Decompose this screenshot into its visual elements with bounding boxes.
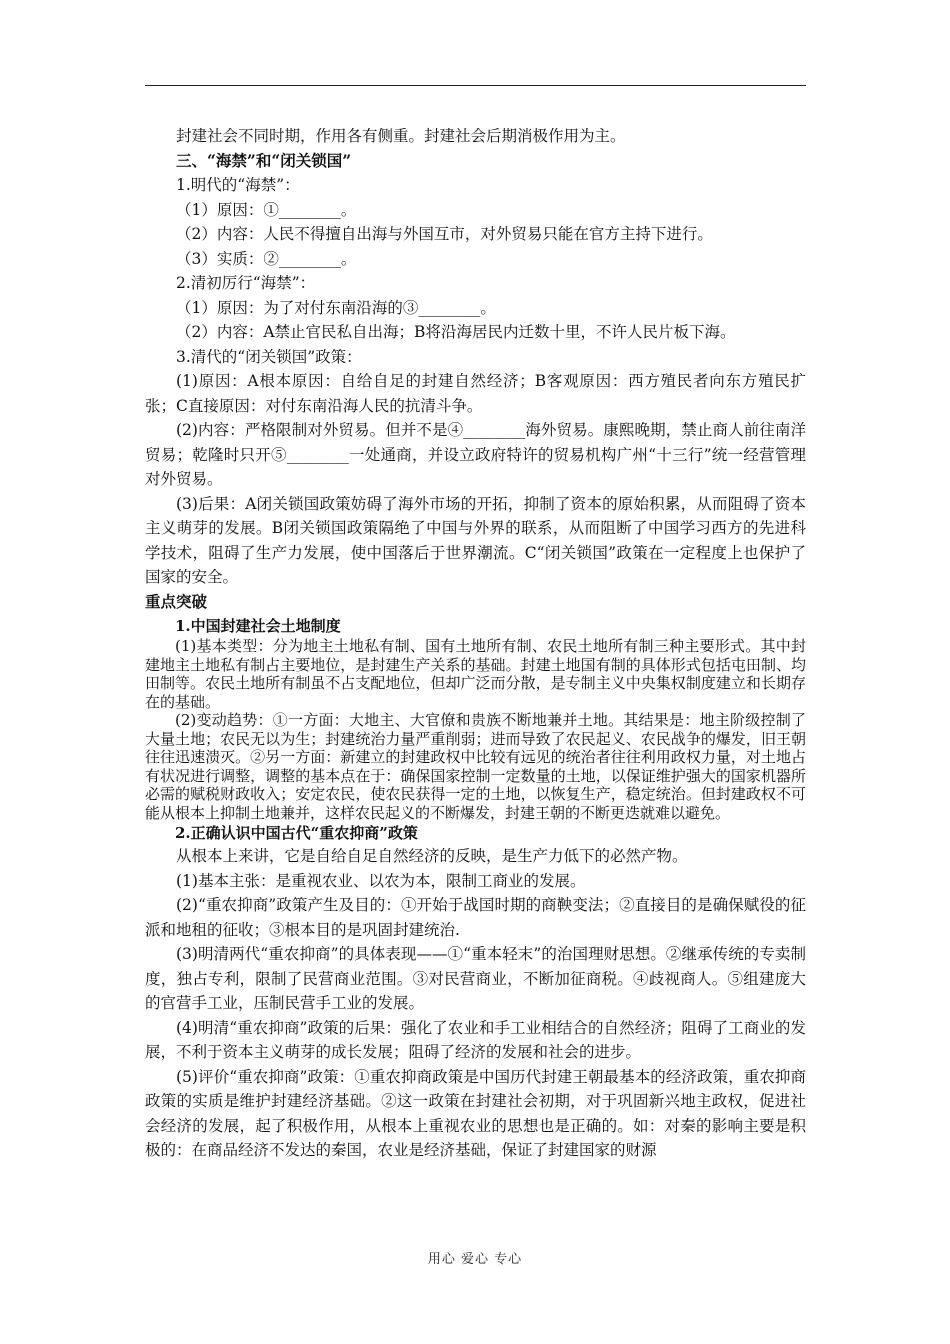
item-ming-content: （2）内容：人民不得擅自出海与外国互市，对外贸易只能在官方主持下进行。 xyxy=(176,225,713,243)
paragraph-intro: 封建社会不同时期，作用各有侧重。封建社会后期消极作用为主。 xyxy=(176,127,626,145)
item-qing-haijin: 2.清初厉行“海禁”： xyxy=(176,274,316,292)
subheading-land-system: 1.中国封建社会土地制度 xyxy=(175,617,341,635)
item-biguan-reason: (1)原因：A根本原因：自给自足的封建自然经济；B客观原因：西方殖民者向东方殖民扩张；C直接原因：对付东南沿海人民的抗清斗争。 xyxy=(145,372,806,415)
paragraph-agri-evaluation: (5)评价“重农抑商”政策：①重农抑商政策是中国历代封建王朝最基本的经济政策，重农抑商政策的实质是维护封建经济基础。②这一政策在封建社会初期，对于巩固新兴地主政权，促进社会经济的发展，起了积极作用，从根本上重视农业的思想也是正确的。如：对秦的影响主要是积极的：在商品经济不发达的秦国，农业是经济基础，保证了封建国家的财源 xyxy=(145,1067,806,1159)
item-biguan-content: (2)内容：严格限制对外贸易。但并不是④________海外贸易。康熙晚期，禁止商人前往南洋贸易；乾隆时只开⑤________一处通商，并设立政府特许的贸易机构广州“十三行”统一经营管理对外贸易。 xyxy=(145,421,806,488)
subheading-agri-policy: 2.正确认识中国古代“重农抑商”政策 xyxy=(175,824,418,842)
key-points-section xyxy=(145,615,806,844)
item-qing-content: （2）内容：A禁止官民私自出海；B将沿海居民内迁数十里，不许人民片板下海。 xyxy=(176,323,736,341)
paragraph-land-trend: (2)变动趋势：①一方面：大地主、大官僚和贵族不断地兼并土地。其结果是：地主阶级控制了大量土地；农民无以为生；封建统治力量严重削弱；进而导致了农民起义、农民战争的爆发，旧王朝往往迅速溃灭。②另一方面：新建立的封建政权中比较有远见的统治者往往利用政权力量，对土地占有状况进行调整，调整的基本点在于：确保国家控制一定数量的土地，以保证维护强大的国家机器所必需的赋税财政收入；安定农民，使农民获得一定的土地，以恢复生产，稳定统治。但封建政权不可能从根本上抑制土地兼并，这样农民起义的不断爆发，封建王朝的不断更迭就难以避免。 xyxy=(145,711,806,822)
header-rule xyxy=(145,85,806,86)
page-footer: 用心 爱心 专心 xyxy=(427,1252,523,1267)
item-biguan-policy: 3.清代的“闭关锁国”政策： xyxy=(176,347,362,366)
paragraph-agri-origin: (2)“重农抑商”政策产生及目的：①开始于战国时期的商鞅变法；②直接目的是确保赋役的征派和地租的征收；③根本目的是巩固封建统治. xyxy=(145,896,806,939)
paragraph-agri-root: 从根本上来讲，它是自给自足自然经济的反映，是生产力低下的必然产物。 xyxy=(176,847,688,865)
item-ming-reason: （1）原因：①________。 xyxy=(176,200,357,219)
paragraph-agri-consequence: (4)明清“重农抑商”政策的后果：强化了农业和手工业相结合的自然经济；阻碍了工商业的发展，不利于资本主义萌芽的成长发展；阻碍了经济的发展和社会的进步。 xyxy=(145,1018,806,1061)
paragraph-agri-ming-qing: (3)明清两代“重农抑商”的具体表现——①“重本轻末”的治国理财思想。②继承传统的专卖制度，独占专利，限制了民营商业范围。③对民营商业，不断加征商税。④歧视商人。⑤组建庞大的官营手工业，压制民营手工业的发展。 xyxy=(145,945,806,1012)
paragraph-land-types: (1)基本类型：分为地主土地私有制、国有土地所有制、农民土地所有制三种主要形式。其中封建地主土地私有制占主要地位，是封建生产关系的基础。封建土地国有制的具体形式包括屯田制、均田制等。农民土地所有制虽不占支配地位，但却广泛而分散，是专制主义中央集权制度建立和长期存在的基础。 xyxy=(145,637,806,711)
section-heading-key-points: 重点突破 xyxy=(145,591,208,611)
item-ming-essence: （3）实质：②________。 xyxy=(176,249,357,268)
document-body xyxy=(145,124,806,1163)
section-heading-haijin: 三、“海禁”和“闭关锁国” xyxy=(176,150,352,170)
item-ming-haijin: 1.明代的“海禁”： xyxy=(176,176,300,194)
item-qing-reason: （1）原因：为了对付东南沿海的③________。 xyxy=(176,298,496,317)
item-biguan-result: (3)后果：A闭关锁国政策妨碍了海外市场的开拓，抑制了资本的原始积累，从而阻碍了资本主义萌芽的发展。B闭关锁国政策隔绝了中国与外界的联系，从而阻断了中国学习西方的先进科学技术，阻碍了生产力发展，使中国落后于世界潮流。C“闭关锁国”政策在一定程度上也保护了国家的安全。 xyxy=(145,494,806,586)
paragraph-agri-basic: (1)基本主张：是重视农业、以农为本，限制工商业的发展。 xyxy=(176,871,586,890)
